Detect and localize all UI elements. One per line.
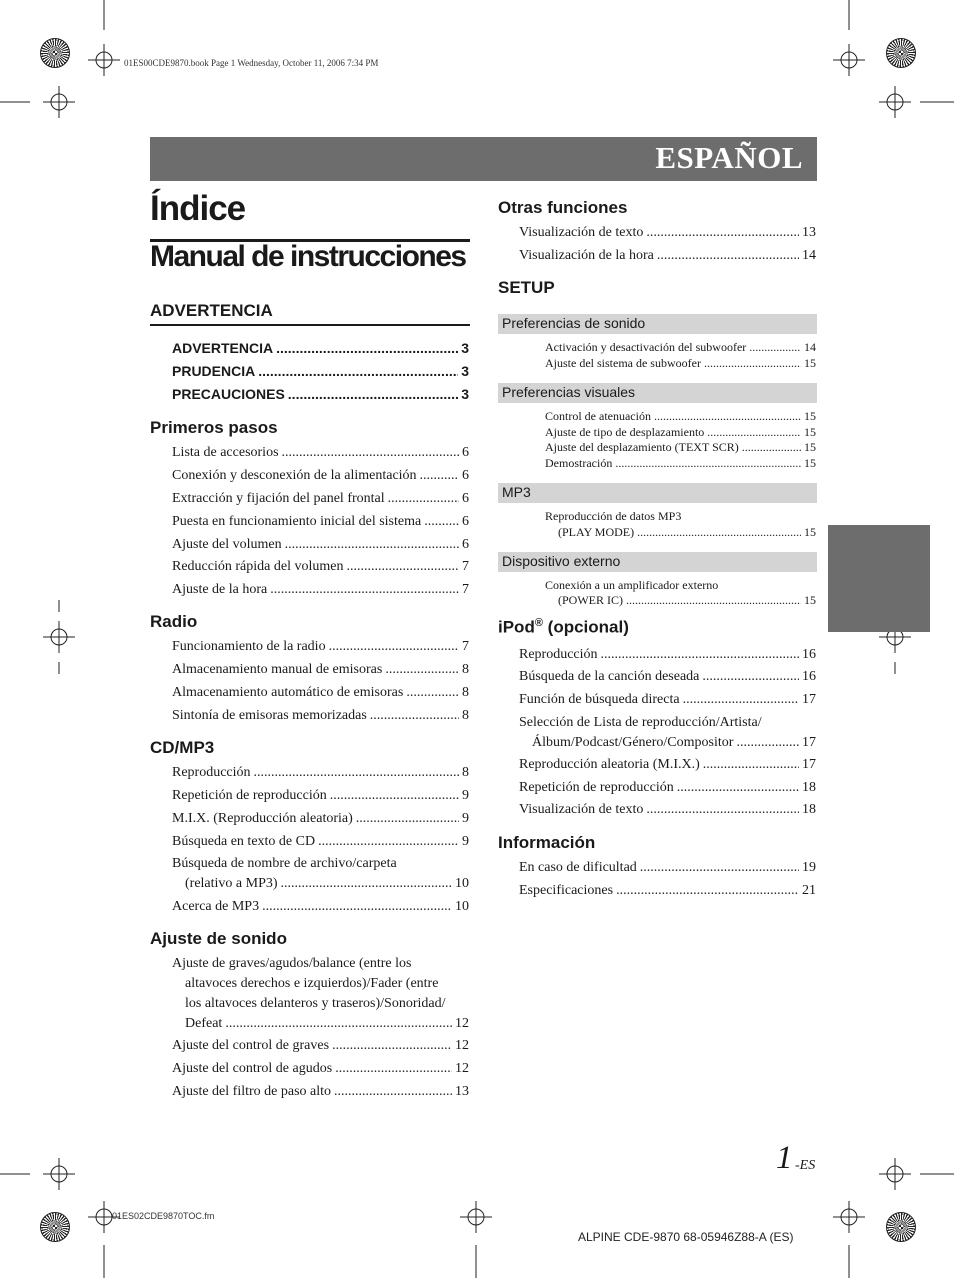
toc-entry[interactable]: Almacenamiento manual de emisoras ..... 8 bbox=[172, 662, 469, 678]
toc-entry[interactable]: Almacenamiento automático de emisoras ..... 8 bbox=[172, 685, 469, 701]
toc-entry[interactable]: PRECAUCIONES ..... 3 bbox=[172, 386, 469, 402]
page-number-suffix: -ES bbox=[795, 1158, 816, 1173]
registration-rosette-top-right bbox=[886, 38, 916, 68]
section-heading-setup: SETUP bbox=[498, 278, 555, 297]
section-heading-ipod: iPod® (opcional) bbox=[498, 617, 629, 637]
toc-entry[interactable]: Visualización de texto ..... 13 bbox=[519, 225, 816, 241]
toc-entry[interactable]: Acerca de MP3 ..... 10 bbox=[172, 899, 469, 915]
section-rule bbox=[150, 324, 470, 326]
side-language-tab bbox=[828, 525, 930, 632]
section-heading-informacion: Información bbox=[498, 833, 596, 852]
page-title: Índice bbox=[150, 189, 246, 228]
toc-entry[interactable]: Ajuste del control de graves ..... 12 bbox=[172, 1038, 469, 1054]
toc-entry[interactable]: (POWER IC) ..... 15 bbox=[558, 593, 816, 608]
toc-entry[interactable]: M.I.X. (Reproducción aleatoria) ..... 9 bbox=[172, 811, 469, 827]
section-heading-cd-mp3: CD/MP3 bbox=[150, 738, 215, 757]
toc-entry-line[interactable]: altavoces derechos e izquierdos)/Fader (entre bbox=[185, 976, 439, 991]
toc-entry[interactable]: Defeat ..... 12 bbox=[185, 1016, 469, 1032]
toc-entry[interactable]: ADVERTENCIA ..... 3 bbox=[172, 340, 469, 356]
toc-entry[interactable]: Extracción y fijación del panel frontal ..... 6 bbox=[172, 491, 469, 507]
crosshair-top-right bbox=[833, 44, 865, 76]
toc-entry[interactable]: Visualización de texto ..... 18 bbox=[519, 802, 816, 818]
toc-entry-line[interactable]: Reproducción de datos MP3 bbox=[545, 509, 682, 523]
subsection-bar-dispositivo-externo: Dispositivo externo bbox=[498, 552, 817, 572]
toc-entry[interactable]: Sintonía de emisoras memorizadas ..... 8 bbox=[172, 708, 469, 724]
crosshair-top-center-left bbox=[88, 44, 120, 76]
toc-entry[interactable]: Visualización de la hora ..... 14 bbox=[519, 248, 816, 264]
toc-entry-line[interactable]: Ajuste de graves/agudos/balance (entre los bbox=[172, 956, 412, 971]
toc-entry[interactable]: Funcionamiento de la radio ..... 7 bbox=[172, 639, 469, 655]
crosshair-bottom-right bbox=[833, 1201, 865, 1233]
toc-entry[interactable]: En caso de dificultad ..... 19 bbox=[519, 860, 816, 876]
toc-entry[interactable]: Demostración ..... 15 bbox=[545, 456, 816, 471]
toc-entry-line[interactable]: Conexión a un amplificador externo bbox=[545, 578, 719, 592]
crosshair-left-middle bbox=[43, 621, 75, 653]
toc-entry[interactable]: Búsqueda en texto de CD ..... 9 bbox=[172, 834, 469, 850]
toc-entry[interactable]: Repetición de reproducción ..... 9 bbox=[172, 788, 469, 804]
toc-entry[interactable]: Ajuste de la hora ..... 7 bbox=[172, 582, 469, 598]
toc-entry[interactable]: Función de búsqueda directa ..... 17 bbox=[519, 692, 816, 708]
crosshair-right-upper bbox=[879, 86, 911, 118]
subsection-bar-mp3: MP3 bbox=[498, 483, 817, 503]
toc-entry[interactable]: Reproducción aleatoria (M.I.X.) ..... 17 bbox=[519, 757, 816, 773]
toc-entry[interactable]: Lista de accesorios ..... 6 bbox=[172, 445, 469, 461]
print-footer-file: 01ES02CDE9870TOC.fm bbox=[112, 1211, 215, 1221]
subsection-bar-preferencias-sonido: Preferencias de sonido bbox=[498, 314, 817, 334]
print-header-info: 01ES00CDE9870.book Page 1 Wednesday, October 11, 2006 7:34 PM bbox=[124, 58, 379, 68]
toc-entry[interactable]: Activación y desactivación del subwoofer ..... 14 bbox=[545, 340, 816, 355]
crosshair-left-upper bbox=[43, 86, 75, 118]
subsection-bar-preferencias-visuales: Preferencias visuales bbox=[498, 383, 817, 403]
toc-entry[interactable]: Ajuste del volumen ..... 6 bbox=[172, 537, 469, 553]
toc-entry[interactable]: Reducción rápida del volumen ..... 7 bbox=[172, 559, 469, 575]
toc-entry[interactable]: Ajuste del desplazamiento (TEXT SCR) ..... 15 bbox=[545, 440, 816, 455]
crosshair-bottom-center bbox=[460, 1201, 492, 1233]
toc-entry[interactable]: Reproducción ..... 8 bbox=[172, 765, 469, 781]
registered-mark: ® bbox=[534, 617, 543, 629]
section-heading-primeros-pasos: Primeros pasos bbox=[150, 418, 278, 437]
page-subtitle: Manual de instrucciones bbox=[150, 240, 466, 273]
section-heading-otras-funciones: Otras funciones bbox=[498, 198, 628, 217]
toc-entry[interactable]: Ajuste del control de agudos ..... 12 bbox=[172, 1061, 469, 1077]
banner-title: ESPAÑOL bbox=[655, 140, 803, 175]
toc-entry[interactable]: Ajuste de tipo de desplazamiento ..... 15 bbox=[545, 425, 816, 440]
section-heading-radio: Radio bbox=[150, 612, 198, 631]
toc-entry[interactable]: Especificaciones ..... 21 bbox=[519, 883, 816, 899]
toc-entry-line[interactable]: Búsqueda de nombre de archivo/carpeta bbox=[172, 856, 397, 871]
section-heading-ajuste-sonido: Ajuste de sonido bbox=[150, 929, 287, 948]
language-banner bbox=[150, 137, 817, 181]
toc-entry-line[interactable]: los altavoces delanteros y traseros)/Sonoridad/ bbox=[185, 996, 446, 1011]
toc-entry[interactable]: (relativo a MP3) ..... 10 bbox=[185, 876, 469, 892]
section-heading-advertencia: ADVERTENCIA bbox=[150, 301, 273, 320]
page-number: 1 bbox=[776, 1140, 793, 1176]
toc-entry[interactable]: Búsqueda de la canción deseada ..... 16 bbox=[519, 669, 816, 685]
crosshair-left-lower bbox=[43, 1158, 75, 1190]
registration-rosette-top-left bbox=[40, 38, 70, 68]
toc-entry[interactable]: PRUDENCIA ..... 3 bbox=[172, 363, 469, 379]
toc-entry[interactable]: Ajuste del filtro de paso alto ..... 13 bbox=[172, 1084, 469, 1100]
toc-entry[interactable]: Conexión y desconexión de la alimentación ..... 6 bbox=[172, 468, 469, 484]
crosshair-right-lower bbox=[879, 1158, 911, 1190]
registration-rosette-bottom-right bbox=[886, 1212, 916, 1242]
toc-entry[interactable]: Puesta en funcionamiento inicial del sistema ..... 6 bbox=[172, 514, 469, 530]
toc-entry[interactable]: (PLAY MODE) ..... 15 bbox=[558, 525, 816, 540]
toc-entry[interactable]: Reproducción ..... 16 bbox=[519, 647, 816, 663]
toc-entry[interactable]: Repetición de reproducción ..... 18 bbox=[519, 780, 816, 796]
print-footer-code: ALPINE CDE-9870 68-05946Z88-A (ES) bbox=[578, 1230, 794, 1244]
toc-entry[interactable]: Ajuste del sistema de subwoofer ..... 15 bbox=[545, 356, 816, 371]
toc-entry[interactable]: Álbum/Podcast/Género/Compositor ..... 17 bbox=[532, 735, 816, 751]
toc-entry-line[interactable]: Selección de Lista de reproducción/Artista/ bbox=[519, 715, 762, 730]
registration-rosette-bottom-left bbox=[40, 1212, 70, 1242]
toc-entry[interactable]: Control de atenuación ..... 15 bbox=[545, 409, 816, 424]
